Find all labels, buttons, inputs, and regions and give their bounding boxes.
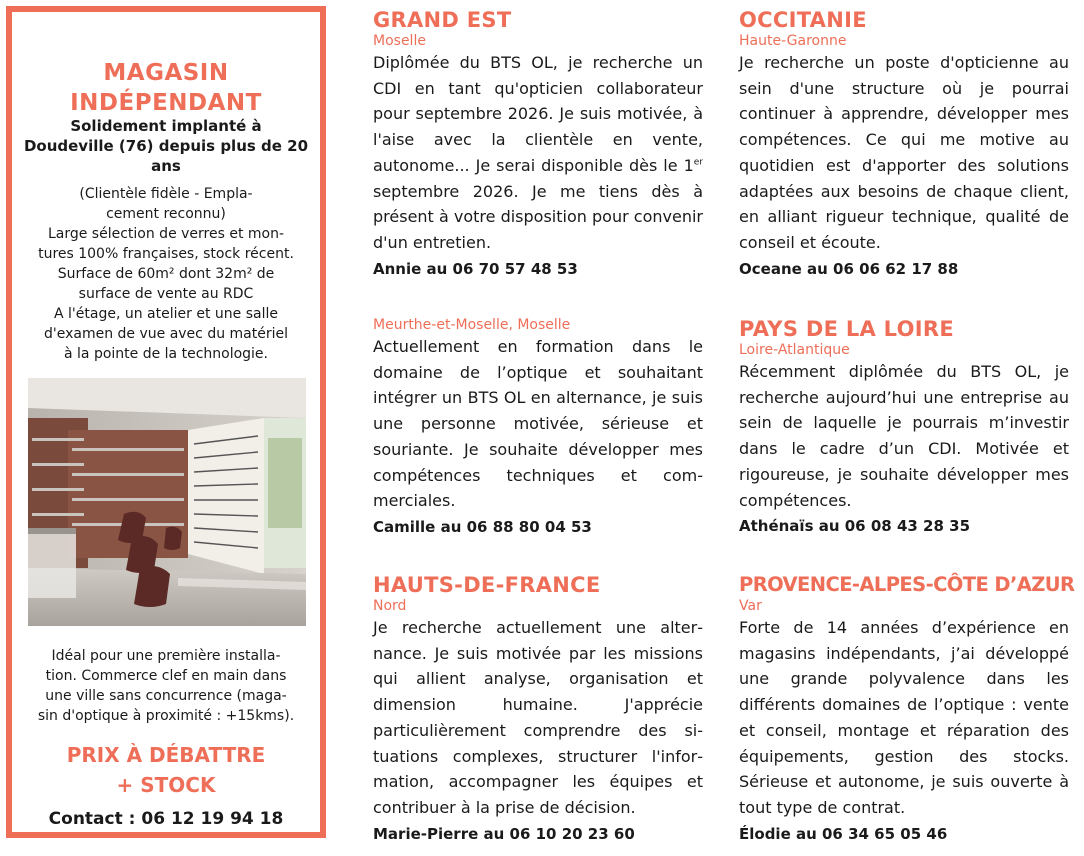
contact-line: Annie au 06 70 57 48 53 (373, 259, 578, 278)
department: Moselle (373, 33, 426, 49)
department: Var (739, 598, 762, 614)
region-heading: HAUTS-DE-FRANCE (373, 573, 601, 597)
ad-meurthe (373, 316, 703, 538)
ad-body (373, 50, 703, 256)
ad-grand-est (373, 8, 703, 280)
ad-body-text: septembre 2026. Je me tiens dès à présent à votre disposition pour convenir d'un entretien. (373, 181, 703, 252)
ad-desc-line: tures 100% françaises, stock récent. (38, 246, 294, 262)
ad-bottom-text (28, 646, 304, 726)
ad-desc-line: Large sélection de verres et mon- (47, 226, 285, 242)
department: Meurthe-et-Moselle, Moselle (373, 317, 571, 333)
contact-line: Marie-Pierre au 06 10 20 23 60 (373, 824, 635, 843)
ad-body: Actuellement en formation dans le domaine de l’optique et souhaitant intégrer un BTS OL en alternance, je suis une personne motivée, sérieuse et souriante. Je souhaite développer mes compétences techniques et commerciales. (373, 337, 703, 511)
ad-desc-line: surface de vente au RDC (78, 286, 254, 302)
ad-body: Forte de 14 années d’expérience en magasins indépendants, j’ai développé une grande polyvalence dans les différents domaines de l’optique : vente et conseil, montage et réparation des équipements, gestion des stocks. Sérieuse et autonome, je suis ouverte à tout type de contrat. (739, 618, 1069, 817)
ad-bottom-line: Idéal pour une première installa- (51, 648, 281, 664)
region-heading: OCCITANIE (739, 8, 867, 32)
contact-line: Élodie au 06 34 65 05 46 (739, 824, 948, 843)
ad-desc-line: Surface de 60m² dont 32m² de (57, 266, 275, 282)
ad-price (12, 740, 320, 800)
region-heading: PROVENCE-ALPES-CÔTE D’AZUR (739, 573, 1075, 596)
ad-body: Je recherche actuellement une alternance. Je suis motivée par les missions qui allient analyse, organisation et dimension humaine. J'apprécie particulièrement comprendre des situations complexes, structurer l'information, accompagner les équipes et contribuer à la prise de décision. (373, 618, 703, 817)
ad-body: Récemment diplômée du BTS OL, je recherche aujourd’hui une entreprise au sein de laquelle je pourrais m’investir dans le cadre d’un CDI. Motivée et rigoureuse, je souhaite développer mes compétences. (739, 362, 1069, 510)
department: Haute-Garonne (739, 33, 847, 49)
ad-paca (739, 573, 1075, 845)
region-heading: GRAND EST (373, 8, 512, 32)
ad-subtitle-line: Solidement implanté à (70, 117, 262, 135)
ad-price-line: + STOCK (116, 773, 216, 797)
ad-desc-line: (Clientèle fidèle - Empla- (79, 186, 253, 202)
ad-bottom-line: tion. Commerce clef en main dans (45, 668, 287, 684)
ad-description (30, 184, 302, 364)
contact-line: Athénaïs au 06 08 43 28 35 (739, 517, 971, 536)
ad-title-line: INDÉPENDANT (70, 90, 262, 116)
ad-body-text: Diplômée du BTS OL, je recherche un CDI en tant qu'opticien collaborateur pour septembre 2026. Je suis motivée, à l'aise avec la clientèle en vente, autonome... Je serai disponible dès le 1 (373, 53, 703, 175)
ad-desc-line: A l'étage, un atelier et une salle (54, 306, 278, 322)
superscript: er (693, 157, 703, 168)
ad-desc-line: cement reconnu) (106, 206, 226, 222)
ad-occitanie (739, 8, 1069, 280)
ad-bottom-line: sin d'optique à proximité : +15kms). (37, 708, 295, 724)
ad-subtitle (12, 116, 320, 176)
ad-title-line: MAGASIN (103, 60, 229, 86)
region-heading: PAYS DE LA LOIRE (739, 317, 954, 341)
ad-hauts-de-france (373, 573, 703, 845)
contact-line: Oceane au 06 06 62 17 88 (739, 259, 959, 278)
contact-line: Camille au 06 88 80 04 53 (373, 517, 592, 536)
department: Loire-Atlantique (739, 342, 850, 358)
ad-body: Je recherche un poste d'opticienne au sein d'une structure où je pourrai continuer à apprendre, développer mes compétences. Ce qui me motive au quotidien est d'apporter des solutions adaptées aux besoins de chaque client, en alliant rigueur technique, qualité de conseil et écoute. (739, 53, 1069, 252)
shop-interior-photo (28, 378, 306, 626)
ad-pays-de-la-loire (739, 317, 1069, 537)
ad-price-line: PRIX À DÉBATTRE (66, 743, 266, 767)
ad-bottom-line: une ville sans concurrence (maga- (45, 688, 287, 704)
ad-subtitle-line: Doudeville (76) depuis plus de 20 ans (23, 137, 309, 175)
ad-title (12, 58, 320, 118)
shop-sale-ad (6, 6, 326, 838)
ad-desc-line: à la pointe de la technologie. (64, 346, 268, 362)
ad-contact: Contact : 06 12 19 94 18 (48, 809, 284, 829)
department: Nord (373, 598, 407, 614)
ad-desc-line: d'examen de vue avec du matériel (43, 326, 288, 342)
